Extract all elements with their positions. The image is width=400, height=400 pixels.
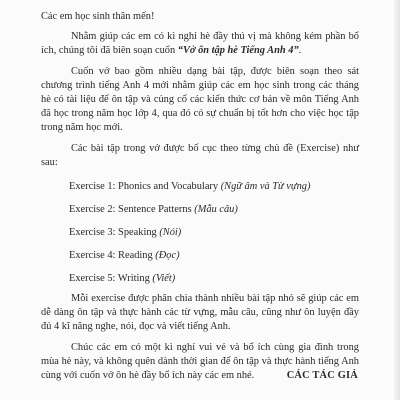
intro-end: .	[298, 45, 302, 56]
intro-text: Nhằm giúp các em có kì nghỉ hè đầy thú vị mà không kém phần bổ ích, chúng tôi đã biên soạn cuốn	[41, 31, 359, 56]
book-title: “Vở ôn tập hè Tiếng Anh 4”	[177, 45, 299, 56]
exercise-list	[41, 180, 359, 286]
exercise-item	[41, 180, 359, 194]
exercise-note: (Viết)	[152, 273, 176, 284]
description-paragraph: Cuốn vở bao gồm nhiều dạng bài tập, được biên soạn theo sát chương trình tiếng Anh 4 mới nhằm giúp các em học sinh trong các tháng hè có tài liệu để ôn tập và củng cố các kiến thức cơ bản về môn Tiếng Anh đã học trong năm học lớp 4, qua đó có sự chuẩn bị tốt hơn cho việc học tập trong năm học mới.	[41, 66, 359, 133]
exercise-label: Exercise 4: Reading	[69, 250, 153, 261]
exercise-label: Exercise 2: Sentence Patterns	[69, 204, 192, 215]
exercise-item	[41, 249, 359, 263]
exercise-item	[41, 226, 359, 240]
exercise-note: (Nói)	[159, 227, 182, 238]
practice-paragraph: Mỗi exercise được phân chia thành nhiều bài tập nhỏ sẽ giúp các em dễ dàng ôn tập và thực hành các từ vựng, mẫu câu, cũng như ôn luyện đầy đủ 4 kĩ năng nghe, nói, đọc và viết tiếng Anh.	[41, 293, 359, 332]
preface-text	[41, 10, 359, 383]
greeting: Các em học sinh thân mến!	[41, 11, 155, 22]
exercise-label: Exercise 5: Writing	[69, 273, 150, 284]
exercise-label: Exercise 1: Phonics and Vocabulary	[69, 181, 219, 192]
intro-paragraph	[41, 30, 359, 58]
exercise-note: (Ngữ âm và Từ vựng)	[220, 181, 311, 192]
closing-paragraph: Chúc các em có một kì nghỉ vui vẻ và bổ ích cùng gia đình trong mùa hè này, và không quên dành thời gian để ôn tập và thực hành tiếng Anh cùng với cuốn vở ôn hè đầy bổ ích này các em nhé.	[41, 342, 359, 381]
page-edge-shadow	[394, 0, 400, 400]
exercise-note: (Mẫu câu)	[194, 204, 238, 215]
signature: CÁC TÁC GIẢ	[286, 370, 358, 381]
exercise-item	[41, 203, 359, 217]
structure-paragraph: Các bài tập trong vở được bố cục theo từng chủ đề (Exercise) như sau:	[41, 143, 359, 168]
exercise-label: Exercise 3: Speaking	[69, 227, 157, 238]
exercise-item	[41, 272, 359, 286]
exercise-note: (Đọc)	[155, 250, 180, 261]
